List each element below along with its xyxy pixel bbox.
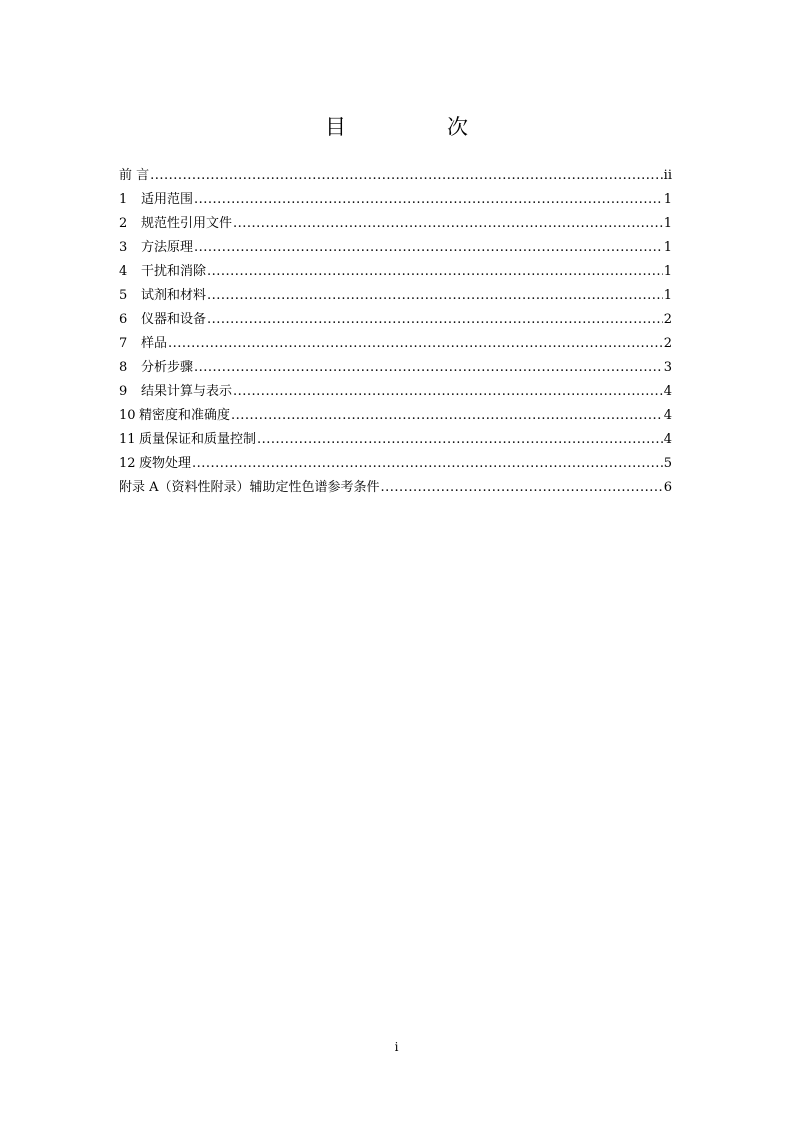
- toc-entry-10[interactable]: [119, 404, 672, 428]
- toc-entry-label: 干扰和消除: [141, 264, 207, 279]
- toc-entry-7[interactable]: [119, 332, 672, 356]
- toc-entry-12[interactable]: [119, 452, 672, 476]
- page-number: i: [394, 1040, 399, 1054]
- toc-entry-page: 1: [663, 288, 672, 303]
- toc-entry-number: 1: [119, 192, 128, 207]
- page-title: 目 次: [325, 115, 508, 139]
- toc-entry-label: 质量保证和质量控制: [139, 432, 257, 447]
- toc-entry-label: 结果计算与表示: [141, 384, 233, 399]
- toc-entry-3[interactable]: [119, 236, 672, 260]
- toc-entry-label: 方法原理: [141, 240, 194, 255]
- toc-entry-number: 11: [119, 432, 136, 447]
- toc-entry-number: 5: [119, 288, 128, 303]
- toc-entry-number: 6: [119, 312, 128, 327]
- toc-dot-leader: [150, 164, 663, 188]
- toc-entry-page: 4: [663, 408, 672, 423]
- toc-dot-leader: [233, 212, 663, 236]
- toc-entry-label: 适用范围: [141, 192, 194, 207]
- toc-entry-number: 2: [119, 216, 128, 231]
- toc-dot-leader: [194, 356, 663, 380]
- toc-entry-page: 1: [663, 240, 672, 255]
- toc-dot-leader: [207, 260, 663, 284]
- toc-entry-11[interactable]: [119, 428, 672, 452]
- toc-entry-label: 分析步骤: [141, 360, 194, 375]
- toc-entry-page: 1: [663, 216, 672, 231]
- toc-entry-4[interactable]: [119, 260, 672, 284]
- toc-entry-page: 2: [663, 336, 672, 351]
- toc-entry-5[interactable]: [119, 284, 672, 308]
- table-of-contents: [119, 164, 672, 500]
- toc-entry-number: 3: [119, 240, 128, 255]
- toc-entry-page: 1: [663, 264, 672, 279]
- toc-entry-label: 前 言: [119, 168, 150, 183]
- toc-entry-page: 2: [663, 312, 672, 327]
- toc-entry-6[interactable]: [119, 308, 672, 332]
- toc-entry-page: 4: [663, 432, 672, 447]
- toc-dot-leader: [233, 380, 663, 404]
- toc-dot-leader: [168, 332, 663, 356]
- toc-entry-page: ii: [663, 168, 672, 183]
- toc-dot-leader: [192, 452, 663, 476]
- toc-entry-number: 12: [119, 456, 136, 471]
- toc-entry-page: 3: [663, 360, 672, 375]
- toc-entry-page: 1: [663, 192, 672, 207]
- toc-dot-leader: [207, 284, 663, 308]
- toc-entry-appendix-a[interactable]: [119, 476, 672, 500]
- toc-entry-8[interactable]: [119, 356, 672, 380]
- toc-entry-label: 样品: [141, 336, 168, 351]
- toc-dot-leader: [257, 428, 663, 452]
- toc-entry-page: 4: [663, 384, 672, 399]
- toc-entry-9[interactable]: [119, 380, 672, 404]
- toc-entry-label: 试剂和材料: [141, 288, 207, 303]
- toc-entry-1[interactable]: [119, 188, 672, 212]
- toc-entry-2[interactable]: [119, 212, 672, 236]
- toc-dot-leader: [194, 236, 663, 260]
- toc-dot-leader: [207, 308, 663, 332]
- toc-dot-leader: [231, 404, 663, 428]
- toc-entry-label: 附录 A（资料性附录）辅助定性色谱参考条件: [119, 480, 380, 495]
- toc-entry-foreword[interactable]: [119, 164, 672, 188]
- toc-entry-number: 8: [119, 360, 128, 375]
- toc-dot-leader: [381, 476, 663, 500]
- toc-entry-label: 规范性引用文件: [141, 216, 233, 231]
- toc-dot-leader: [194, 188, 663, 212]
- toc-entry-label: 精密度和准确度: [139, 408, 231, 423]
- toc-entry-number: 10: [119, 408, 136, 423]
- toc-entry-number: 9: [119, 384, 128, 399]
- toc-entry-number: 4: [119, 264, 128, 279]
- toc-entry-page: 6: [663, 480, 672, 495]
- toc-entry-label: 仪器和设备: [141, 312, 207, 327]
- toc-entry-page: 5: [663, 456, 672, 471]
- toc-entry-number: 7: [119, 336, 128, 351]
- toc-entry-label: 废物处理: [139, 456, 192, 471]
